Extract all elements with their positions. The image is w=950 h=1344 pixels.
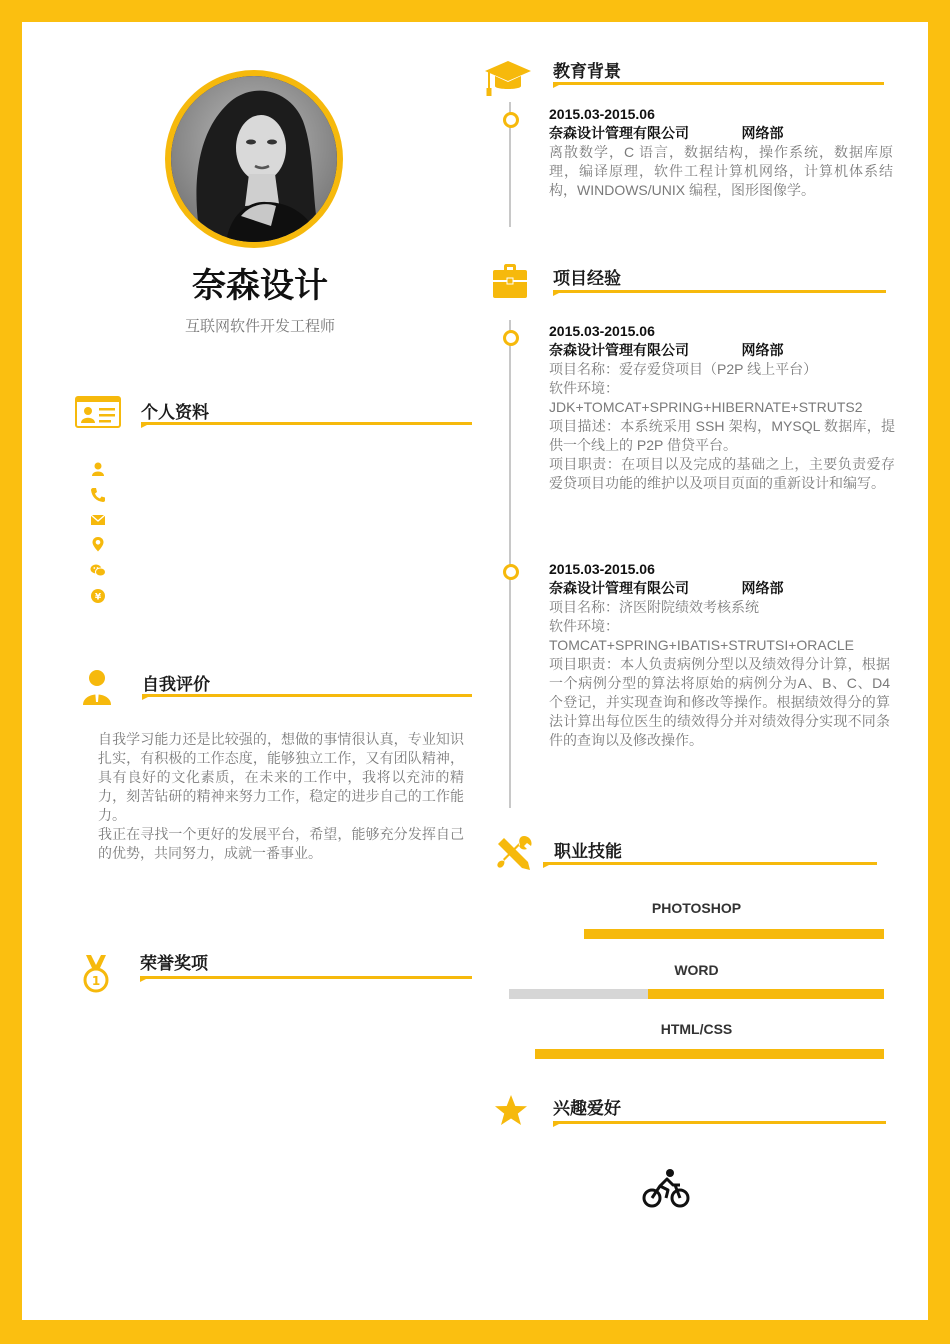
education-desc: 离散数学，C 语言，数据结构，操作系统，数据库原理，编译原理，软件工程计算机网络，计算机体系结构，WINDOWS/UNIX 编程，图形图像学。 <box>549 144 893 198</box>
tools-icon <box>496 834 534 872</box>
wechat-icon <box>90 562 106 578</box>
self-eval-paragraph-1: 自我学习能力还是比较强的，想做的事情很认真，专业知识扎实，有积极的工作态度，能够独立工作，又有团队精神，具有良好的文化素质，在未来的工作中，我将以充沛的精力，刻苦钻研的精神来努力工作，稳定的进步自己的工作能力。 <box>98 731 464 823</box>
education-entry <box>549 106 893 200</box>
avatar <box>165 70 343 248</box>
skill-bar-track <box>509 989 884 999</box>
section-rule <box>553 1121 886 1124</box>
section-title-personal-info: 个人资料 <box>141 403 209 422</box>
project-line: 项目名称：爱存爱贷项目（P2P 线上平台） <box>549 361 818 377</box>
resume-page <box>22 22 928 1320</box>
project-line: 项目职责：在项目以及完成的基础之上，主要负责爱存爱贷项目功能的维护以及项目页面的重新设计和编写。 <box>549 456 895 491</box>
phone-icon <box>90 487 106 503</box>
section-title-hobbies: 兴趣爱好 <box>553 1099 621 1118</box>
svg-text:¥: ¥ <box>94 592 102 603</box>
section-rule <box>553 82 884 85</box>
project-line: 软件环境： <box>549 618 619 634</box>
skill-bar-track <box>509 929 884 939</box>
graduation-cap-icon <box>484 59 532 99</box>
project-dept: 网络部 <box>741 580 784 596</box>
skill-label: PHOTOSHOP <box>651 900 742 916</box>
section-rule <box>142 694 472 697</box>
self-eval-text <box>98 730 464 863</box>
timeline-dot <box>503 112 519 128</box>
section-rule <box>140 976 472 979</box>
section-title-projects: 项目经验 <box>553 269 621 288</box>
skill-bar-fill <box>584 929 884 939</box>
education-company: 奈森设计管理有限公司 <box>549 125 689 141</box>
portrait-photo <box>171 76 337 242</box>
person-icon <box>82 669 112 705</box>
section-rule <box>553 290 886 293</box>
section-title-awards: 荣誉奖项 <box>140 954 208 973</box>
self-eval-paragraph-2: 我正在寻找一个更好的发展平台，希望，能够充分发挥自己的优势，共同努力，成就一番事业。 <box>98 826 464 861</box>
section-rule <box>543 862 877 865</box>
briefcase-icon <box>492 263 528 299</box>
education-dept: 网络部 <box>741 125 784 141</box>
skill-bar-fill <box>535 1049 884 1059</box>
section-title-education: 教育背景 <box>553 62 621 81</box>
section-title-skills: 职业技能 <box>554 842 622 861</box>
section-title-self-eval: 自我评价 <box>142 675 210 694</box>
medal-icon <box>80 954 112 994</box>
location-icon <box>90 536 106 552</box>
user-icon <box>90 461 106 477</box>
project-company: 奈森设计管理有限公司 <box>549 580 689 596</box>
project-line: 项目职责：本人负责病例分型以及绩效得分计算，根据一个病例分型的算法将原始的病例分为A、B、C、D4 个登记，并实现查询和修改等操作。根据绩效得分的算法计算出每位医生的绩效得分并对绩效得分实现不同条件的查询以及修改操作。 <box>549 656 890 748</box>
id-card-icon <box>75 396 121 428</box>
skill-label: HTML/CSS <box>660 1021 733 1037</box>
skill-bar-track <box>509 1049 884 1059</box>
profile-name: 奈森设计 <box>192 267 328 305</box>
project-line: JDK+TOMCAT+SPRING+HIBERNATE+STRUTS2 <box>549 399 863 415</box>
project-company: 奈森设计管理有限公司 <box>549 342 689 358</box>
education-date: 2015.03-2015.06 <box>549 106 655 122</box>
project-line: 项目名称：济医附院绩效考核系统 <box>549 599 759 615</box>
skill-bar-fill <box>648 989 884 999</box>
currency-icon <box>90 588 106 604</box>
star-icon <box>494 1094 528 1128</box>
bicycle-icon <box>642 1168 690 1208</box>
email-icon <box>90 512 106 528</box>
project-line: 项目描述：本系统采用 SSH 架构，MYSQL 数据库，提供一个线上的 P2P 借贷平台。 <box>549 418 895 453</box>
svg-text:1: 1 <box>91 974 101 988</box>
project-line: 软件环境： <box>549 380 619 396</box>
profile-title: 互联网软件开发工程师 <box>184 318 335 335</box>
timeline-dot <box>503 564 519 580</box>
project-date: 2015.03-2015.06 <box>549 561 655 577</box>
project-dept: 网络部 <box>741 342 784 358</box>
section-rule <box>141 422 472 425</box>
project-line: TOMCAT+SPRING+IBATIS+STRUTSI+ORACLE <box>549 637 854 653</box>
project-entry <box>549 323 895 493</box>
project-date: 2015.03-2015.06 <box>549 323 655 339</box>
project-entry <box>549 561 890 750</box>
timeline-dot <box>503 330 519 346</box>
skill-label: WORD <box>674 962 719 978</box>
